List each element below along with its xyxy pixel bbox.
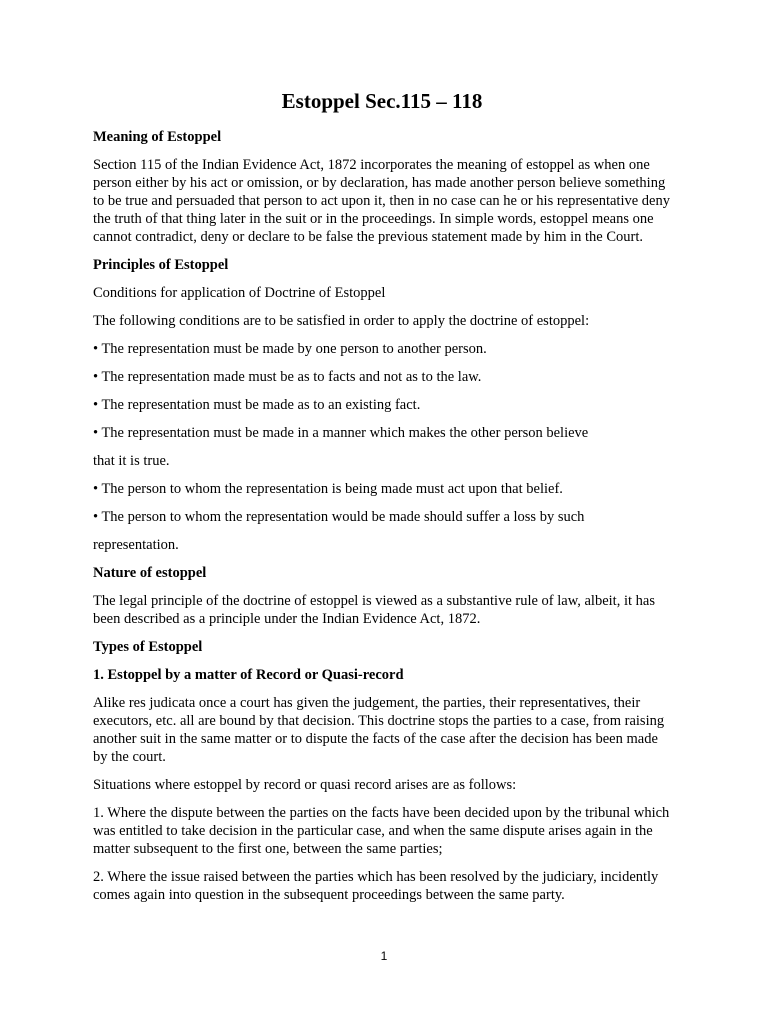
- paragraph-type-1: Alike res judicata once a court has given the judgement, the parties, their representatives, their executors, etc. all are bound by that decision. This doctrine stops the parties to a case, from raising another suit in the same matter or to dispute the facts of the case after the decision has been made by the court.: [93, 695, 665, 765]
- paragraph-meaning: Section 115 of the Indian Evidence Act, 1872 incorporates the meaning of estoppel as when one person either by his act or omission, or by declaration, has made another person believe something to be true and persuaded that person to act upon it, then in no case can he or his representative deny the truth of that thing later in the suit or in the proceedings. In simple words, estoppel means one cannot contradict, deny or declare to be false the previous statement made by him in the Court.: [93, 157, 670, 245]
- paragraph-conditions-intro: The following conditions are to be satisfied in order to apply the doctrine of estoppel:: [93, 313, 590, 329]
- paragraph-nature: The legal principle of the doctrine of estoppel is viewed as a substantive rule of law, albeit, it has been described as a principle under the Indian Evidence Act, 1872.: [93, 593, 655, 627]
- paragraph-conditions-title: Conditions for application of Doctrine of Estoppel: [93, 285, 386, 301]
- heading-types: Types of Estoppel: [93, 639, 203, 655]
- list-item-condition-1: • The representation must be made by one person to another person.: [93, 341, 487, 357]
- list-item-condition-3: • The representation must be made as to an existing fact.: [93, 397, 421, 413]
- paragraph-situation-2: 2. Where the issue raised between the parties which has been resolved by the judiciary, incidently comes again into question in the subsequent proceedings between the same party.: [93, 869, 659, 903]
- heading-meaning: Meaning of Estoppel: [93, 129, 222, 145]
- page-number: 1: [380, 949, 388, 963]
- heading-nature: Nature of estoppel: [93, 565, 207, 581]
- list-item-condition-2: • The representation made must be as to facts and not as to the law.: [93, 369, 482, 385]
- list-item-condition-6-continued: representation.: [93, 537, 179, 553]
- document-page: [93, 88, 673, 914]
- list-item-condition-5: • The person to whom the representation is being made must act upon that belief.: [93, 481, 563, 497]
- heading-type-1: 1. Estoppel by a matter of Record or Quasi-record: [93, 667, 404, 683]
- paragraph-situations-intro: Situations where estoppel by record or quasi record arises are as follows:: [93, 777, 517, 793]
- list-item-condition-4: • The representation must be made in a manner which makes the other person believe: [93, 425, 589, 441]
- page-title: Estoppel Sec.115 – 118: [281, 89, 483, 113]
- paragraph-situation-1: 1. Where the dispute between the parties on the facts have been decided upon by the tribunal which was entitled to take decision in the particular case, and when the same dispute arises again in the matter subsequent to the first one, between the same parties;: [93, 805, 670, 857]
- list-item-condition-6: • The person to whom the representation would be made should suffer a loss by such: [93, 509, 585, 525]
- heading-principles: Principles of Estoppel: [93, 257, 229, 273]
- list-item-condition-4-continued: that it is true.: [93, 453, 170, 469]
